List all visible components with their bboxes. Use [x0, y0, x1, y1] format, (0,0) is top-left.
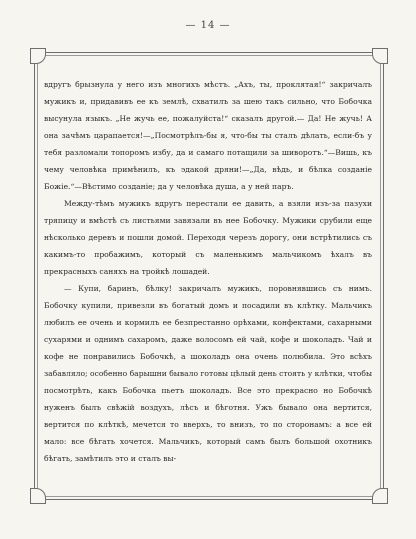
border-corner-ornament [372, 488, 388, 504]
border-corner-ornament [372, 48, 388, 64]
body-text [44, 76, 372, 467]
paragraph: — Купи, баринъ, бѣлку! закричалъ мужикъ, поровнявшись съ нимъ. Бобочку купили, привезли въ богатый домъ и посадили въ клѣтку. Мальчикъ любилъ ее очень и кормилъ ее безпрестанно орѣхами, конфектами, сахарными сухарями и однимъ сахаромъ, даже волосомъ ей чай, кофе и шоколадъ. Чай и кофе не понравились Бобочкѣ, а шоколадъ она очень полюбила. Это всѣхъ забавляло; особенно барышни бывало готовы цѣлый день стоять у клѣтки, чтобы посмотрѣть, какъ Бобочка пьетъ шоколадъ. Все это прекрасно но Бобочкѣ нуженъ былъ свѣжій воздухъ, лѣсъ и бѣготня. Ужъ бывало она вертится, вертится по клѣткѣ, мечется то вверхъ, то внизъ, то по сторонамъ: а все ей мало: все бѣгать хочется. Мальчикъ, который самъ былъ большой охотникъ бѣгать, замѣтилъ это и сталъ вы- [44, 284, 372, 463]
paragraph: Между-тѣмъ мужикъ вдругъ перестали ее давить, а взяли изъ-за пазухи тряпицу и вмѣстѣ съ листьями завязали въ нее Бобочку. Мужики срубили еще нѣсколько деревъ и пошли домой. Переходя черезъ дорогу, они встрѣтились съ какимъ-то пробажимъ, который съ маленькимъ мальчикомъ ѣхалъ въ прекрасныхъ саняхъ на тройкѣ лошадей. [44, 199, 372, 276]
paragraph: вдругъ брызнула у него изъ многихъ мѣстъ. „Ахъ, ты, проклятая!“ закричалъ мужикъ и, придавивъ ее къ землѣ, схватилъ за шею такъ сильно, что Бобочка высунула языкъ. „Не жучь ее, пожалуйста!“ сказалъ другой.— Да! Не жучь! А она зачѣмъ царапается!—„Посмотрѣлъ-бы я, что-бы ты сталъ дѣлать, если-бъ у тебя разломали топоромъ избу, да и самаго потащили за шиворотъ.“—Вишь, къ чему человѣка примѣнилъ, къ эдакой дряни!—„Да, вѣдь, и бѣлка созданіе Божіе.“—Вѣстимо созданіе; да у человѣка душа, а у ней паръ. [44, 80, 372, 191]
page-number: — 14 — [185, 20, 231, 31]
border-corner-ornament [30, 488, 46, 504]
border-corner-ornament [30, 48, 46, 64]
